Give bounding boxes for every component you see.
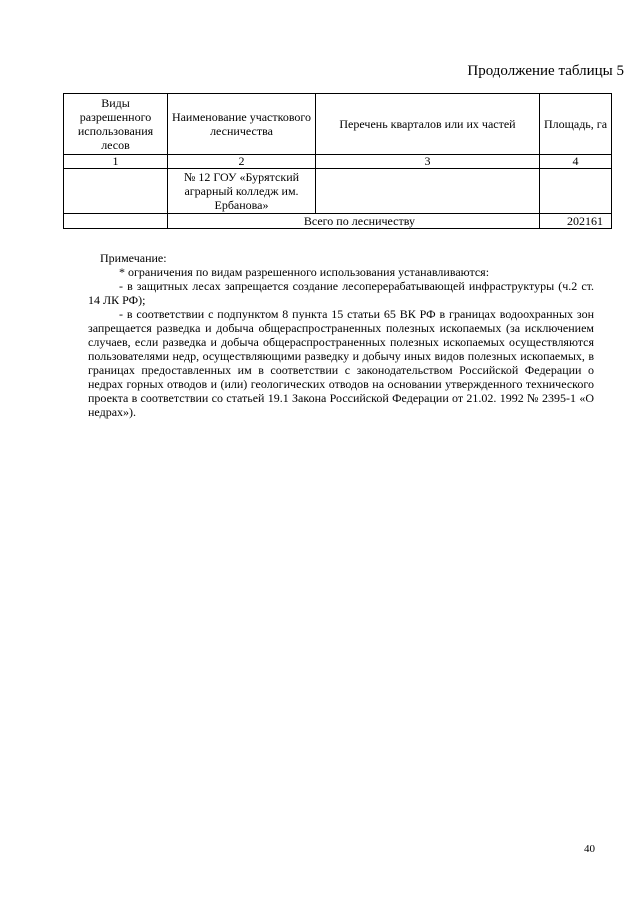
total-value: 202161 — [540, 214, 612, 229]
column-number: 2 — [168, 155, 316, 169]
cell-usage — [64, 169, 168, 214]
column-number: 3 — [316, 155, 540, 169]
note-paragraph: - в соответствии с подпунктом 8 пункта 15 статьи 65 ВК РФ в границах водоохранных зон запрещается разведка и добыча общераспространенных полезных ископаемых (за исключением случаев, если разведка и добыча общераспространенных полезных ископаемых осуществляются пользователями недр, осуществляющими разведку и добычу иных видов полезных ископаемых, в границах предоставленных им в соответствии с законодательством Российской Федерации о недрах горных отводов и (или) геологических отводов на основании утвержденного технического проекта в соответствии со статьей 19.1 Закона Российской Федерации от 21.02. 1992 № 2395-1 «О недрах»). — [88, 307, 594, 419]
note-block — [88, 251, 594, 419]
table-total-row — [64, 214, 612, 229]
note-paragraph: - в защитных лесах запрещается создание лесоперерабатывающей инфраструктуры (ч.2 ст. 14 ЛК РФ); — [88, 279, 594, 307]
table-continuation-label: Продолжение таблицы 5 — [467, 63, 624, 79]
total-empty-cell — [64, 214, 168, 229]
page-number: 40 — [584, 843, 595, 855]
column-header-quarters: Перечень кварталов или их частей — [316, 94, 540, 155]
column-header-area: Площадь, га — [540, 94, 612, 155]
note-paragraph: * ограничения по видам разрешенного использования устанавливаются: — [119, 265, 490, 279]
note-title: Примечание: — [100, 251, 167, 265]
column-number: 1 — [64, 155, 168, 169]
table-header-row — [64, 94, 612, 155]
cell-quarters — [316, 169, 540, 214]
forest-usage-table — [63, 93, 612, 229]
table-row — [64, 169, 612, 214]
column-number: 4 — [540, 155, 612, 169]
column-header-forestry: Наименование участкового лесничества — [168, 94, 316, 155]
cell-forestry: № 12 ГОУ «Бурятский аграрный колледж им. Ербанова» — [168, 169, 316, 214]
column-header-usage: Виды разрешенного использования лесов — [64, 94, 168, 155]
column-number-row — [64, 155, 612, 169]
cell-area — [540, 169, 612, 214]
total-label: Всего по лесничеству — [168, 214, 540, 229]
